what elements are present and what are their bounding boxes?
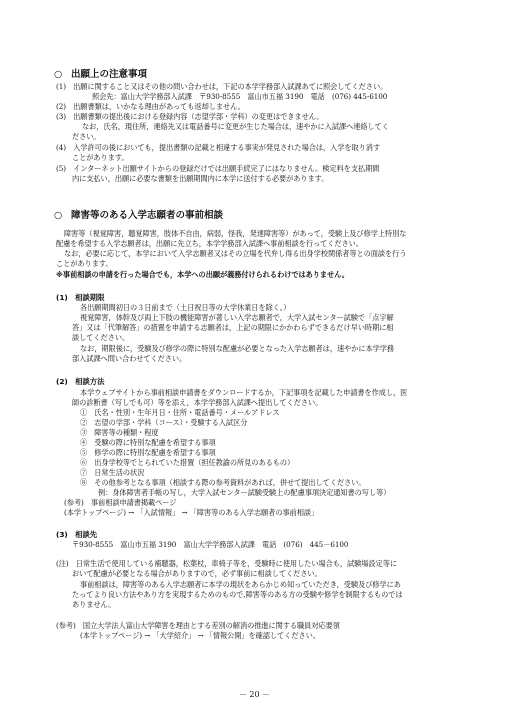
circle-mark-icon: ○ [54,69,63,80]
paragraph-line: 障害等（視覚障害，聴覚障害，肢体不自由，病弱，怪我，発達障害等）があって，受験上及び修学上特別な [64,229,407,238]
list-item: (4) 入学許可の後においても，提出書類の記載と相違する事実が発見された場合は，入学を取り消す [56,143,381,152]
list-item: (3) 出願書類の提出後における登録内容（志望学部・学科）の変更はできません。 [56,112,324,121]
list-item: ② 志望の学部・学科（コース）・受験する入試区分 [80,418,248,427]
reference-path: (本学トップページ) → 「入試情報」 → 「障害等のある入学志願者の事前相談」 [64,508,319,517]
important-note: ※事前相談の申請を行った場合でも，本学への出願が義務付けられるわけではありません。 [56,270,349,279]
list-item: (5) インターネット出願サイトからの登録だけでは出願手続完了にはなりません。検定料を支払期間 [56,164,380,173]
list-item: ⑤ 修学の際に特別な配慮を希望する事項 [80,448,216,457]
list-item: ④ 受験の際に特別な配慮を希望する事項 [80,438,216,447]
circle-mark-icon: ○ [54,210,63,221]
list-item: ⑧ その他参考となる事項（相談する際の参考資料があれば，併せて提出してください。 [80,478,366,487]
reference-line: (参考) 国立大学法人富山大学障害を理由とする差別の解消の推進に関する職員対応要領 [56,621,340,630]
paragraph-line: 視覚障害，体幹及び両上下肢の機能障害が著しい入学志願者で，大学入試センター試験で「点字解 [80,313,394,322]
note-line: (注) 日常生活で使用している補聴器，松葉杖，車椅子等を，受験時に使用したい場合も，試験場設定等に [56,559,397,568]
paragraph-line: 師の診断書（写しでも可）等を添え，本学学務部入試課へ提出してください。 [72,398,323,407]
contact-line: 照会先：富山大学学務部入試課 〒930-8555 富山市五福 3190 電話 (076) 445-6100 [92,92,388,101]
paragraph-line: 各出願期間初日の３日前まで（土日祝日等の大学休業日を除く。） [80,303,291,312]
paragraph-line: ことがあります。 [56,259,113,268]
paragraph-line: 配慮を希望する入学志願者は，出願に先立ち，本学学務部入試課へ事前相談を行ってください。 [56,239,363,248]
section-heading-disability-consultation [54,207,223,221]
subheading-method: (2) 相談方法 [56,377,105,386]
page-number: － 20 － [238,690,271,699]
subheading-contact: (3) 相談先 [56,530,98,539]
list-item-continuation: ことがあります。 [72,153,129,162]
paragraph-line: 答」又は「代筆解答」の措置を申請する志願者は，上記の期限にかかわらずできるだけ早い時期に相 [72,323,394,332]
note-line: おいて配慮が必要となる場合がありますので，必ず事前に相談してください。 [72,569,322,578]
list-item-continuation: ださい。 [72,132,101,141]
list-item-continuation: 内に支払い，出願に必要な書類を出願期間内に本学に送付する必要があります。 [72,174,329,183]
paragraph-line: なお，期限後に，受験及び修学の際に特別な配慮が必要となった入学志願者は，速やかに本学学務 [80,344,395,353]
paragraph-line: 談してください。 [72,333,130,342]
list-item: (1) 出願に関すること又はその他の問い合わせは，下記の本学学務部入試課あてに照会してください。 [56,82,388,91]
subheading-deadline: (1) 相談期限 [56,293,105,302]
reference-path: (本学トップページ) → 「大学紹介」 → 「情報公開」を確認してください。 [80,631,320,640]
list-item-continuation: 例：身体障害者手帳の写し，大学入試センター試験受験上の配慮事項決定通知書の写し等） [98,488,391,497]
note-line: 事前相談は，障害等のある入学志願者に本学の現状をあらかじめ知っていただき，受験及び修学にあ [80,580,401,589]
contact-line: 〒930-8555 富山市五福 3190 富山大学学務部入試課 電話 (076) 445－6100 [72,540,349,549]
list-item: ⑦ 日常生活の状況 [80,468,145,477]
section-title: 障害等のある入学志願者の事前相談 [71,210,224,221]
list-item: ① 氏名・性別・生年月日・住所・電話番号・メールアドレス [80,408,280,417]
section-title: 出願上の注意事項 [71,69,148,80]
paragraph-line: 本学ウェブサイトから事前相談申請書をダウンロードするか，下記事項を記載した申請書を作成し，医 [80,388,408,397]
list-item: ⑥ 出身学校等でとられていた措置（担任教諭の所見のあるもの） [80,458,295,467]
note-line: たってより良い方法やあり方を実現するためのもので,障害等のある方の受験や修学を制限するものでは [72,590,403,599]
list-item: (2) 出願書類は，いかなる理由があっても返却しません。 [56,102,245,111]
paragraph-line: なお，必要に応じて，本学において入学志願者又はその立場を代弁し得る出身学校関係者等との面談を行う [64,249,407,258]
list-item-continuation: なお，氏名，現住所，連絡先又は電話番号に変更が生じた場合は，速やかに入試課へ連絡してく [82,122,389,131]
section-heading-application-notes [54,66,147,80]
note-line: ありません。 [72,600,116,609]
list-item: ③ 障害等の種類・程度 [80,428,159,437]
reference-line: (参考) 事前相談申請書掲載ページ [64,498,177,507]
paragraph-line: 部入試課へ問い合わせてください。 [72,354,187,363]
